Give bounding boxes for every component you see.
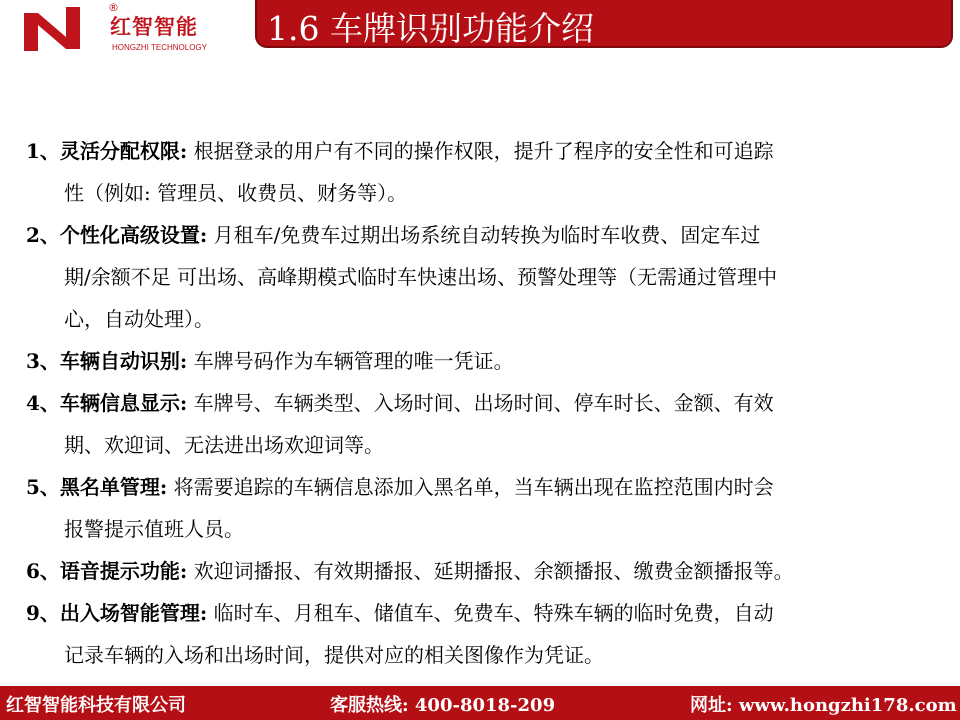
item-term: 出入场智能管理: <box>59 601 208 625</box>
item-term: 黑名单管理: <box>59 475 168 499</box>
registered-mark: ® <box>108 1 119 14</box>
header <box>0 0 960 56</box>
item-term: 车辆信息显示: <box>59 391 188 415</box>
footer-bar <box>0 686 960 720</box>
feature-list <box>26 130 946 676</box>
footer-website: 网址: www.hongzhi178.com <box>690 695 957 716</box>
footer-company: 红智智能科技有限公司 <box>6 695 186 716</box>
title-bar <box>255 0 953 48</box>
list-item: 1、灵活分配权限: 根据登录的用户有不同的操作权限，提升了程序的安全性和可追踪 性（例如: 管理员、收费员、财务等）。 <box>26 139 774 205</box>
logo-name-cn: 红智智能 <box>110 15 198 39</box>
item-term: 灵活分配权限: <box>59 139 188 163</box>
footer-hotline: 客服热线: 400-8018-209 <box>330 695 556 716</box>
company-logo <box>22 3 252 55</box>
page-title: 1.6 车牌识别功能介绍 <box>267 9 594 48</box>
item-term: 个性化高级设置: <box>59 223 208 247</box>
item-term: 语音提示功能: <box>59 559 188 583</box>
list-item: 3、车辆自动识别: 车牌号码作为车辆管理的唯一凭证。 <box>26 349 514 373</box>
list-item: 5、黑名单管理: 将需要追踪的车辆信息添加入黑名单，当车辆出现在监控范围内时会 报警提示值班人员。 <box>26 475 774 541</box>
list-item: 6、语音提示功能: 欢迎词播报、有效期播报、延期播报、余额播报、缴费金额播报等。 <box>26 559 794 583</box>
logo-mark-icon <box>22 3 94 55</box>
list-item: 9、出入场智能管理: 临时车、月租车、储值车、免费车、特殊车辆的临时免费，自动 记录车辆的入场和出场时间，提供对应的相关图像作为凭证。 <box>26 601 774 667</box>
list-item: 4、车辆信息显示: 车牌号、车辆类型、入场时间、出场时间、停车时长、金额、有效 期、欢迎词、无法进出场欢迎词等。 <box>26 391 774 457</box>
logo-name-en: HONGZHI TECHNOLOGY <box>112 43 207 52</box>
list-item: 2、个性化高级设置: 月租车/免费车过期出场系统自动转换为临时车收费、固定车过 期/余额不足 可出场、高峰期模式临时车快速出场、预警处理等（无需通过管理中 心，自动处理）。 <box>26 223 778 331</box>
item-term: 车辆自动识别: <box>59 349 188 373</box>
